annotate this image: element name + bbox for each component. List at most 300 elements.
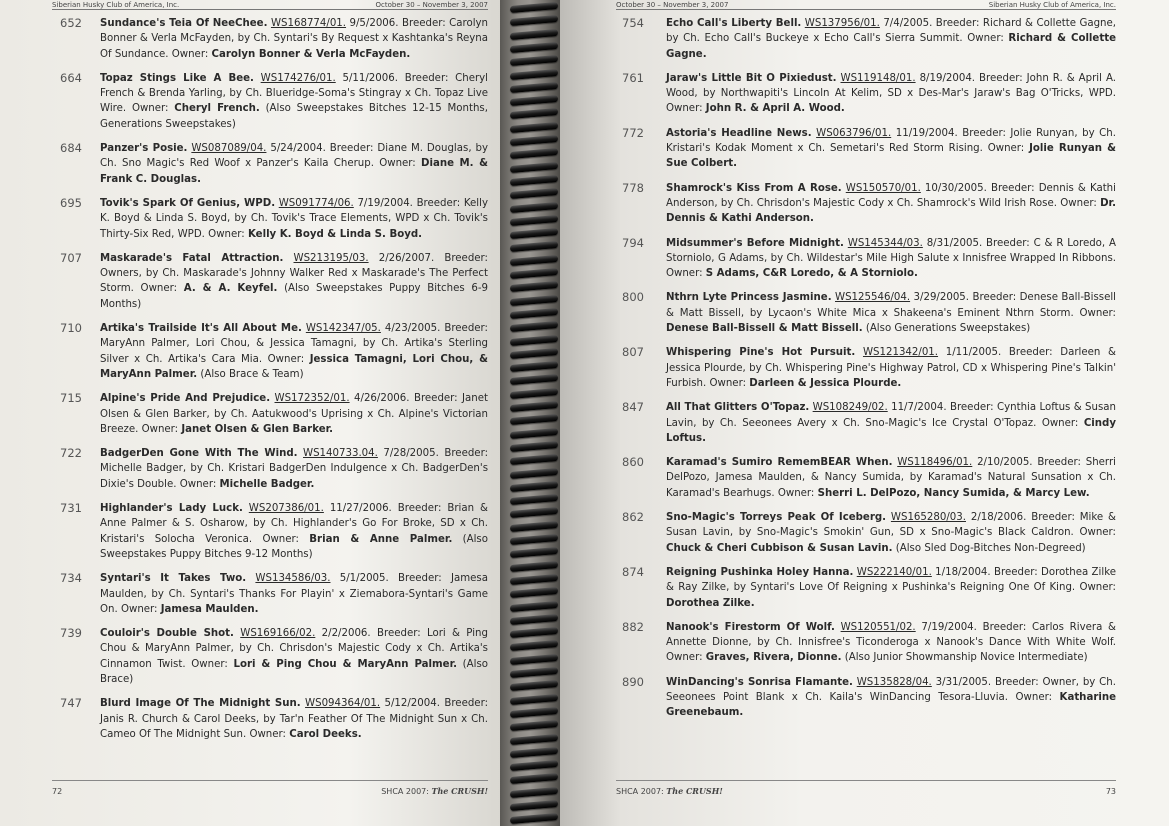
entry-number: 862 [622, 510, 644, 525]
spiral-coil [510, 15, 558, 26]
owner-label: Owner: [191, 658, 228, 670]
owner-label: Owner: [120, 603, 158, 615]
birth-date: 4/26/2006. [354, 393, 410, 405]
registration-number: WS120551/02. [840, 621, 916, 633]
entry-text [100, 321, 488, 382]
registration-number: WS174276/01. [260, 72, 336, 84]
registration-number: WS145344/03. [847, 237, 923, 249]
catalog-entry [622, 455, 1116, 501]
spiral-coil [510, 255, 558, 266]
registration-number: WS119148/01. [840, 72, 916, 84]
owner-label: Owner: [967, 33, 1004, 45]
dog-name: Echo Call's Liberty Bell. [666, 18, 802, 29]
right-running-header [616, 0, 1116, 10]
breeder-details: Breeder: Cynthia Loftus & Susan Lavin, by Ch. Seeonees Avery x Ch. Sno-Magic's Ice Crystal O'Topaz. [666, 402, 1116, 429]
spiral-coil [510, 680, 558, 691]
spiral-coil [510, 454, 558, 465]
dog-name: WinDancing's Sonrisa Flamante. [666, 676, 853, 688]
left-page-number: 72 [52, 787, 63, 796]
left-footer-title: SHCA 2007: The CRUSH! [381, 786, 488, 796]
registration-number: WS172352/01. [274, 393, 350, 405]
owner-name: Richard & Collette Gagne. [666, 33, 1116, 60]
owner-name: Carol Deeks. [289, 728, 362, 740]
breeder-details: Breeder: Owners, by Ch. Maskarade's Johnny Walker Red x Maskarade's The Perfect Storm. [100, 252, 488, 295]
dog-name: Couloir's Double Shot. [100, 628, 234, 640]
spiral-coil [510, 2, 558, 13]
left-header-org: Siberian Husky Club of America, Inc. [52, 0, 180, 9]
right-footer-title: SHCA 2007: The CRUSH! [616, 786, 723, 796]
breeder-details: Breeder: Darleen & Jessica Plourde, by Ch. Whispering Pine's Highway Patrol, CD x Whispering Pine's Talkin' Furbish. [666, 347, 1116, 389]
entry-text [666, 71, 1116, 117]
owner-label: Owner: [249, 728, 286, 740]
breeder-details: Breeder: John R. & April A. Wood, by Northwapiti's Lincoln At Kelim, SD x Des-Mar's Jaraw's Bag O'Tricks, WPD. [666, 72, 1116, 100]
entry-text [666, 565, 1116, 611]
owner-label: Owner: [666, 268, 703, 280]
owner-name: Chuck & Cheri Cubbison & Susan Lavin. [666, 542, 893, 554]
birth-date: 2/2/2006. [321, 628, 371, 640]
birth-date: 1/18/2004. [935, 566, 991, 578]
entry-text [100, 141, 488, 187]
entry-note: (Also Sled Dog-Bitches Non-Degreed) [895, 542, 1086, 554]
owner-name: Denese Ball-Bissell & Matt Bissell. [666, 323, 863, 335]
spiral-coil [510, 720, 558, 731]
breeder-details: Breeder: MaryAnn Palmer, Lori Chou, & Jessica Tamagni, by Ch. Artika's Sterling Silver x Ch. Artika's Cara Mia. [100, 323, 488, 365]
entry-note: (Also Junior Showmanship Novice Intermediate) [844, 652, 1088, 664]
breeder-details: Breeder: Richard & Collette Gagne, by Ch. Echo Call's Buckeye x Echo Call's Sierra Summit. [666, 18, 1117, 45]
entry-text [666, 400, 1116, 446]
spiral-coil [510, 428, 558, 439]
birth-date: 1/11/2005. [945, 347, 1002, 359]
entry-number: 761 [622, 70, 644, 85]
spiral-coil [510, 55, 558, 66]
owner-label: Owner: [1060, 197, 1097, 209]
dog-name: Tovik's Spark Of Genius, WPD. [100, 197, 276, 209]
left-running-header [52, 0, 488, 10]
registration-number: WS142347/05. [305, 323, 381, 335]
entry-text [100, 251, 488, 312]
spiral-coil [510, 175, 558, 186]
birth-date: 2/10/2005. [977, 457, 1033, 469]
breeder-details: Breeder: Jolie Runyan, by Ch. Kristari's Kodak Moment x Ch. Semetari's Red Storm Rising. [666, 127, 1116, 155]
owner-name: Jessica Tamagni, Lori Chou, & MaryAnn Palmer. [100, 353, 488, 380]
catalog-entry [60, 251, 488, 312]
entry-text [100, 196, 488, 242]
entry-number: 684 [60, 141, 82, 156]
entry-number: 754 [622, 16, 644, 30]
spiral-coil [510, 534, 558, 545]
birth-date: 10/30/2005. [924, 182, 987, 194]
breeder-details: Breeder: Michelle Badger, by Ch. Kristari BadgerDen Indulgence x Ch. BadgerDen's Dixie's Double. [100, 448, 489, 490]
entry-number: 890 [622, 674, 644, 689]
spiral-coil [510, 401, 558, 412]
spiral-coil [510, 414, 558, 425]
owner-name: Brian & Anne Palmer. [309, 533, 453, 545]
registration-number: WS140733.04. [303, 448, 378, 460]
owner-name: Diane M. & Frank C. Douglas. [100, 158, 488, 185]
owner-label: Owner: [1079, 582, 1116, 594]
spiral-coil [510, 813, 558, 824]
spiral-coil [510, 667, 558, 678]
dog-name: Alpine's Pride And Prejudice. [100, 393, 271, 405]
entry-note: (Also Sweepstakes Bitches 12-15 Months, Generations Sweepstakes) [100, 103, 488, 130]
owner-name: Cheryl French. [174, 103, 260, 115]
spiral-coil [510, 334, 558, 345]
entry-text [100, 696, 488, 742]
owner-label: Owner: [171, 48, 209, 60]
spiral-coil [510, 800, 558, 811]
spiral-coil [510, 547, 558, 558]
entry-number: 882 [622, 619, 644, 634]
birth-date: 7/28/2005. [383, 448, 439, 460]
owner-label: Owner: [987, 143, 1025, 155]
birth-date: 8/31/2005. [926, 237, 983, 249]
registration-number: WS169166/02. [240, 628, 316, 640]
left-header-dates: October 30 – November 3, 2007 [375, 0, 488, 9]
entry-text [666, 181, 1116, 227]
spiral-coil [510, 600, 558, 611]
entry-number: 734 [60, 571, 82, 586]
birth-date: 5/11/2006. [342, 72, 398, 84]
owner-name: Lori & Ping Chou & MaryAnn Palmer. [233, 658, 458, 670]
spiral-coil [510, 321, 558, 332]
right-page-number: 73 [1105, 787, 1116, 796]
registration-number: WS168774/01. [270, 18, 347, 29]
spiral-coil [510, 561, 558, 572]
owner-label: Owner: [267, 353, 305, 365]
entry-number: 860 [622, 455, 644, 470]
owner-name: A. & A. Keyfel. [183, 283, 278, 295]
owner-label: Owner: [208, 228, 245, 240]
owner-label: Owner: [141, 423, 179, 435]
catalog-entry [622, 675, 1116, 721]
entry-note: (Also Sweepstakes Puppy Bitches 6-9 Months) [100, 283, 488, 310]
dog-name: Shamrock's Kiss From A Rose. [666, 182, 842, 194]
spiral-coil [510, 95, 558, 106]
owner-name: Dr. Dennis & Kathi Anderson. [666, 197, 1116, 225]
dog-name: All That Glitters O'Topaz. [666, 402, 810, 414]
registration-number: WS207386/01. [248, 503, 324, 515]
owner-name: S Adams, C&R Loredo, & A Storniolo. [705, 268, 918, 280]
dog-name: Nthrn Lyte Princess Jasmine. [666, 292, 832, 304]
birth-date: 5/24/2004. [270, 143, 326, 155]
entry-text [666, 455, 1116, 501]
breeder-details: Breeder: Janis R. Church & Carol Deeks, by Tar'n Feather Of The Midnight Sun x Ch. Cameo Of The Midnight Sun. [100, 698, 489, 740]
birth-date: 11/7/2004. [891, 402, 947, 414]
spiral-coil [510, 787, 558, 798]
dog-name: Whispering Pine's Hot Pursuit. [666, 347, 856, 359]
entry-number: 772 [622, 125, 644, 140]
spiral-coil [510, 640, 558, 651]
breeder-details: Breeder: Cheryl French & Brenda Yarling, by Ch. Blueridge-Soma's Stingray x Ch. Topaz Live Wire. [100, 72, 489, 115]
registration-number: WS137956/01. [804, 18, 880, 29]
entry-text [100, 391, 488, 437]
spiral-coil [510, 760, 558, 771]
spiral-coil [510, 148, 558, 159]
registration-number: WS091774/06. [278, 197, 354, 209]
dog-name: Maskarade's Fatal Attraction. [100, 252, 284, 264]
breeder-details: Breeder: Jamesa Maulden, by Ch. Syntari's Thanks For Playin' x Ziemabora-Syntari's Game On. [100, 573, 488, 615]
owner-label: Owner: [709, 377, 747, 389]
spiral-coil [510, 135, 558, 146]
birth-date: 3/31/2005. [935, 676, 992, 688]
registration-number: WS213195/03. [293, 252, 369, 264]
registration-number: WS134586/03. [255, 573, 331, 585]
owner-label: Owner: [1041, 417, 1079, 429]
birth-date: 2/26/2007. [378, 252, 435, 264]
entry-note: (Also Generations Sweepstakes) [865, 323, 1031, 335]
birth-date: 8/19/2004. [919, 72, 976, 84]
spiral-coil [510, 201, 558, 212]
owner-name: John R. & April A. Wood. [705, 103, 845, 115]
catalog-entry [622, 345, 1116, 391]
spiral-coil [510, 188, 558, 199]
spiral-coil [510, 68, 558, 79]
birth-date: 7/4/2005. [883, 18, 933, 29]
spiral-coil [510, 388, 558, 399]
owner-name: Jamesa Maulden. [160, 603, 259, 615]
entry-text [100, 446, 488, 492]
registration-number: WS121342/01. [862, 347, 939, 359]
spiral-coil [510, 654, 558, 665]
spiral-coil [510, 361, 558, 372]
spiral-coil [510, 694, 558, 705]
breeder-details: Breeder: Dorothea Zilke & Ray Zilke, by Syntari's Love Of Reigning x Pushinka's Reigning One Of King. [666, 566, 1117, 594]
entry-number: 695 [60, 195, 82, 210]
spiral-coil [510, 162, 558, 173]
catalog-entry [622, 510, 1116, 556]
dog-name: BadgerDen Gone With The Wind. [100, 448, 298, 460]
owner-name: Darleen & Jessica Plourde. [749, 377, 902, 389]
catalog-entry [622, 16, 1116, 62]
registration-number: WS087089/04. [191, 143, 267, 155]
left-footer [52, 780, 488, 796]
owner-label: Owner: [131, 103, 169, 115]
dog-name: Artika's Trailside It's All About Me. [100, 323, 302, 335]
birth-date: 11/19/2004. [895, 127, 958, 139]
breeder-details: Breeder: Diane M. Douglas, by Ch. Sno Magic's Red Woof x Panzer's Kaila Cherup. [100, 143, 488, 170]
birth-date: 9/5/2006. [349, 18, 399, 29]
left-page [0, 0, 500, 826]
spiral-coil [510, 348, 558, 359]
entry-text [666, 236, 1116, 282]
birth-date: 5/12/2004. [384, 698, 440, 710]
spiral-coil [510, 707, 558, 718]
spiral-coil [510, 747, 558, 758]
registration-number: WS063796/01. [816, 127, 892, 139]
entry-text [666, 675, 1116, 721]
right-footer [616, 780, 1116, 796]
right-entry-list [622, 16, 1116, 730]
birth-date: 5/1/2005. [339, 573, 389, 585]
spiral-coil [510, 215, 558, 226]
registration-number: WS094364/01. [305, 698, 381, 710]
breeder-details: Breeder: Brian & Anne Palmer & S. Osharow, by Ch. Highlander's Go For Broke, SD x Ch. Kristari's Solocha Veronica. [100, 503, 488, 545]
catalog-entry [622, 400, 1116, 446]
breeder-details: Breeder: Sherri DelPozo, Jamesa Maulden, & Nancy Sumida, by Karamad's Natural Sunsation x Ch. Karamad's Bearhugs. [666, 457, 1116, 499]
owner-name: Dorothea Zilke. [666, 597, 755, 609]
entry-number: 847 [622, 400, 644, 415]
catalog-entry [60, 391, 488, 437]
owner-label: Owner: [379, 158, 416, 170]
catalog-entry [622, 565, 1116, 611]
owner-label: Owner: [179, 478, 217, 490]
catalog-entry [60, 71, 488, 132]
spiral-coil [510, 108, 558, 119]
entry-number: 778 [622, 180, 644, 195]
spiral-coil [510, 42, 558, 53]
entry-number: 710 [60, 321, 82, 336]
catalog-entry [622, 71, 1116, 117]
entry-number: 652 [60, 16, 82, 30]
spiral-coil [510, 467, 558, 478]
breeder-details: Breeder: Carlos Rivera & Annette Dionne, by Ch. Innisfree's Ticonderoga x Nanook's Dance With White Wolf. [666, 621, 1116, 649]
spiral-coil [510, 733, 558, 744]
owner-name: Carolyn Bonner & Verla McFayden. [211, 48, 411, 60]
spiral-coil [510, 241, 558, 252]
catalog-entry [60, 321, 488, 382]
spiral-binding [500, 0, 560, 826]
breeder-details: Breeder: Janet Olsen & Glen Barker, by Ch. Aatukwood's Uprising x Ch. Alpine's Victorian Breeze. [100, 393, 489, 435]
dog-name: Blurd Image Of The Midnight Sun. [100, 698, 301, 710]
spiral-coil [510, 29, 558, 40]
entry-number: 715 [60, 391, 82, 406]
dog-name: Karamad's Sumiro RememBEAR When. [666, 457, 893, 469]
spiral-coil [510, 441, 558, 452]
owner-name: Janet Olsen & Glen Barker. [181, 423, 334, 435]
entry-number: 739 [60, 626, 82, 641]
owner-label: Owner: [1079, 527, 1116, 539]
dog-name: Nanook's Firestorm Of Wolf. [666, 621, 835, 633]
owner-name: Michelle Badger. [219, 478, 315, 490]
right-header-dates: October 30 – November 3, 2007 [616, 0, 729, 9]
catalog-entry [60, 446, 488, 492]
catalog-entry [60, 196, 488, 242]
dog-name: Syntari's It Takes Two. [100, 573, 247, 585]
entry-number: 747 [60, 696, 82, 711]
catalog-entry [622, 290, 1116, 336]
catalog-entry [60, 696, 488, 742]
breeder-details: Breeder: Lori & Ping Chou & MaryAnn Palmer, by Ch. Chrisdon's Majestic Cody x Ch. Artika's Cinnamon Twist. [100, 628, 488, 670]
right-page [560, 0, 1169, 826]
entry-number: 707 [60, 250, 82, 265]
birth-date: 11/27/2006. [329, 503, 392, 515]
dog-name: Jaraw's Little Bit O Pixiedust. [666, 72, 837, 84]
entry-number: 807 [622, 345, 644, 360]
right-footer-brand: The CRUSH! [666, 786, 723, 796]
registration-number: WS125546/04. [835, 292, 911, 304]
catalog-entry [622, 126, 1116, 172]
entry-text [666, 345, 1116, 391]
owner-label: Owner: [666, 652, 703, 664]
spiral-coil [510, 494, 558, 505]
breeder-details: Breeder: Carolyn Bonner & Verla McFayden, by Ch. Syntari's By Request x Kashtanka's Reyna Of Sundance. [100, 18, 489, 60]
catalog-entry [60, 141, 488, 187]
spiral-coil [510, 773, 558, 784]
entry-number: 794 [622, 235, 644, 250]
spiral-coil [510, 281, 558, 292]
owner-name: Jolie Runyan & Sue Colbert. [666, 143, 1117, 170]
owner-label: Owner: [1079, 307, 1116, 319]
catalog-entry [622, 181, 1116, 227]
catalog-entry [622, 236, 1116, 282]
registration-number: WS135828/04. [856, 676, 932, 688]
catalog-entry [60, 16, 488, 62]
entry-number: 731 [60, 501, 82, 516]
spiral-coil [510, 122, 558, 133]
registration-number: WS118496/01. [897, 457, 973, 469]
dog-name: Sundance's Teia Of NeeChee. [100, 18, 268, 29]
entry-number: 800 [622, 290, 644, 305]
dog-name: Reigning Pushinka Holey Hanna. [666, 566, 854, 578]
entry-text [100, 71, 488, 132]
spiral-coil [510, 374, 558, 385]
owner-label: Owner: [262, 533, 299, 545]
breeder-details: Breeder: Owner, by Ch. Seeonees Point Blank x Ch. Kaila's WinDancing Tesora-Lluvia. [666, 676, 1116, 703]
spiral-coil [510, 507, 558, 518]
spiral-coil [510, 627, 558, 638]
entry-text [666, 290, 1116, 336]
spiral-coil [510, 82, 558, 93]
entry-number: 874 [622, 564, 644, 579]
birth-date: 7/19/2004. [921, 621, 977, 633]
owner-label: Owner: [140, 283, 178, 295]
catalog-entry [60, 501, 488, 562]
entry-number: 664 [60, 70, 82, 85]
entry-text [666, 620, 1116, 666]
registration-number: WS222140/01. [856, 566, 932, 578]
owner-label: Owner: [777, 487, 815, 499]
left-entry-list [60, 16, 488, 751]
birth-date: 2/18/2006. [970, 512, 1027, 524]
birth-date: 4/23/2005. [384, 323, 441, 335]
spiral-coil [510, 268, 558, 279]
entry-text [100, 571, 488, 617]
breeder-details: Breeder: Denese Ball-Bissell & Matt Bissell, by Lycaon's White Mica x Shakeena's Eminent Nthrn Storm. [666, 292, 1117, 319]
owner-name: Kelly K. Boyd & Linda S. Boyd. [247, 228, 423, 240]
dog-name: Topaz Stings Like A Bee. [100, 72, 254, 84]
owner-label: Owner: [666, 103, 703, 115]
spiral-coil [510, 521, 558, 532]
spiral-coil [510, 481, 558, 492]
birth-date: 7/19/2004. [357, 197, 413, 209]
dog-name: Highlander's Lady Luck. [100, 503, 243, 515]
spiral-coil [510, 295, 558, 306]
registration-number: WS108249/02. [812, 402, 888, 414]
catalog-entry [60, 626, 488, 687]
entry-text [100, 626, 488, 687]
catalog-entry [60, 571, 488, 617]
owner-name: Sherri L. DelPozo, Nancy Sumida, & Marcy Lew. [817, 487, 1090, 499]
owner-label: Owner: [1015, 691, 1053, 703]
catalog-entry [622, 620, 1116, 666]
breeder-details: Breeder: Kelly K. Boyd & Linda S. Boyd, by Ch. Tovik's Trace Elements, WPD x Ch. Tovik's Thirty-Six Red, WPD. [100, 197, 488, 240]
dog-name: Panzer's Posie. [100, 143, 188, 155]
entry-note: (Also Sweepstakes Puppy Bitches 9-12 Months) [100, 533, 488, 560]
dog-name: Sno-Magic's Torreys Peak Of Iceberg. [666, 512, 887, 524]
owner-name: Cindy Loftus. [666, 417, 1116, 444]
owner-name: Katharine Greenebaum. [666, 691, 1116, 719]
owner-name: Graves, Rivera, Dionne. [705, 652, 842, 664]
breeder-details: Breeder: C & R Loredo, A Storniolo, G Adams, by Ch. Wildestar's Mile High Salute x Innisfree Wrapped In Ribbons. [666, 237, 1116, 264]
breeder-details: Breeder: Mike & Susan Lavin, by Sno-Magic's Smokin' Gun, SD x Sno-Magic's Black Caldron. [666, 512, 1116, 539]
entry-text [666, 16, 1116, 62]
entry-text [666, 126, 1116, 172]
dog-name: Astoria's Headline News. [666, 127, 812, 139]
spiral-coil [510, 614, 558, 625]
spiral-coil [510, 574, 558, 585]
entry-note: (Also Brace & Team) [200, 368, 304, 380]
spiral-coil [510, 228, 558, 239]
